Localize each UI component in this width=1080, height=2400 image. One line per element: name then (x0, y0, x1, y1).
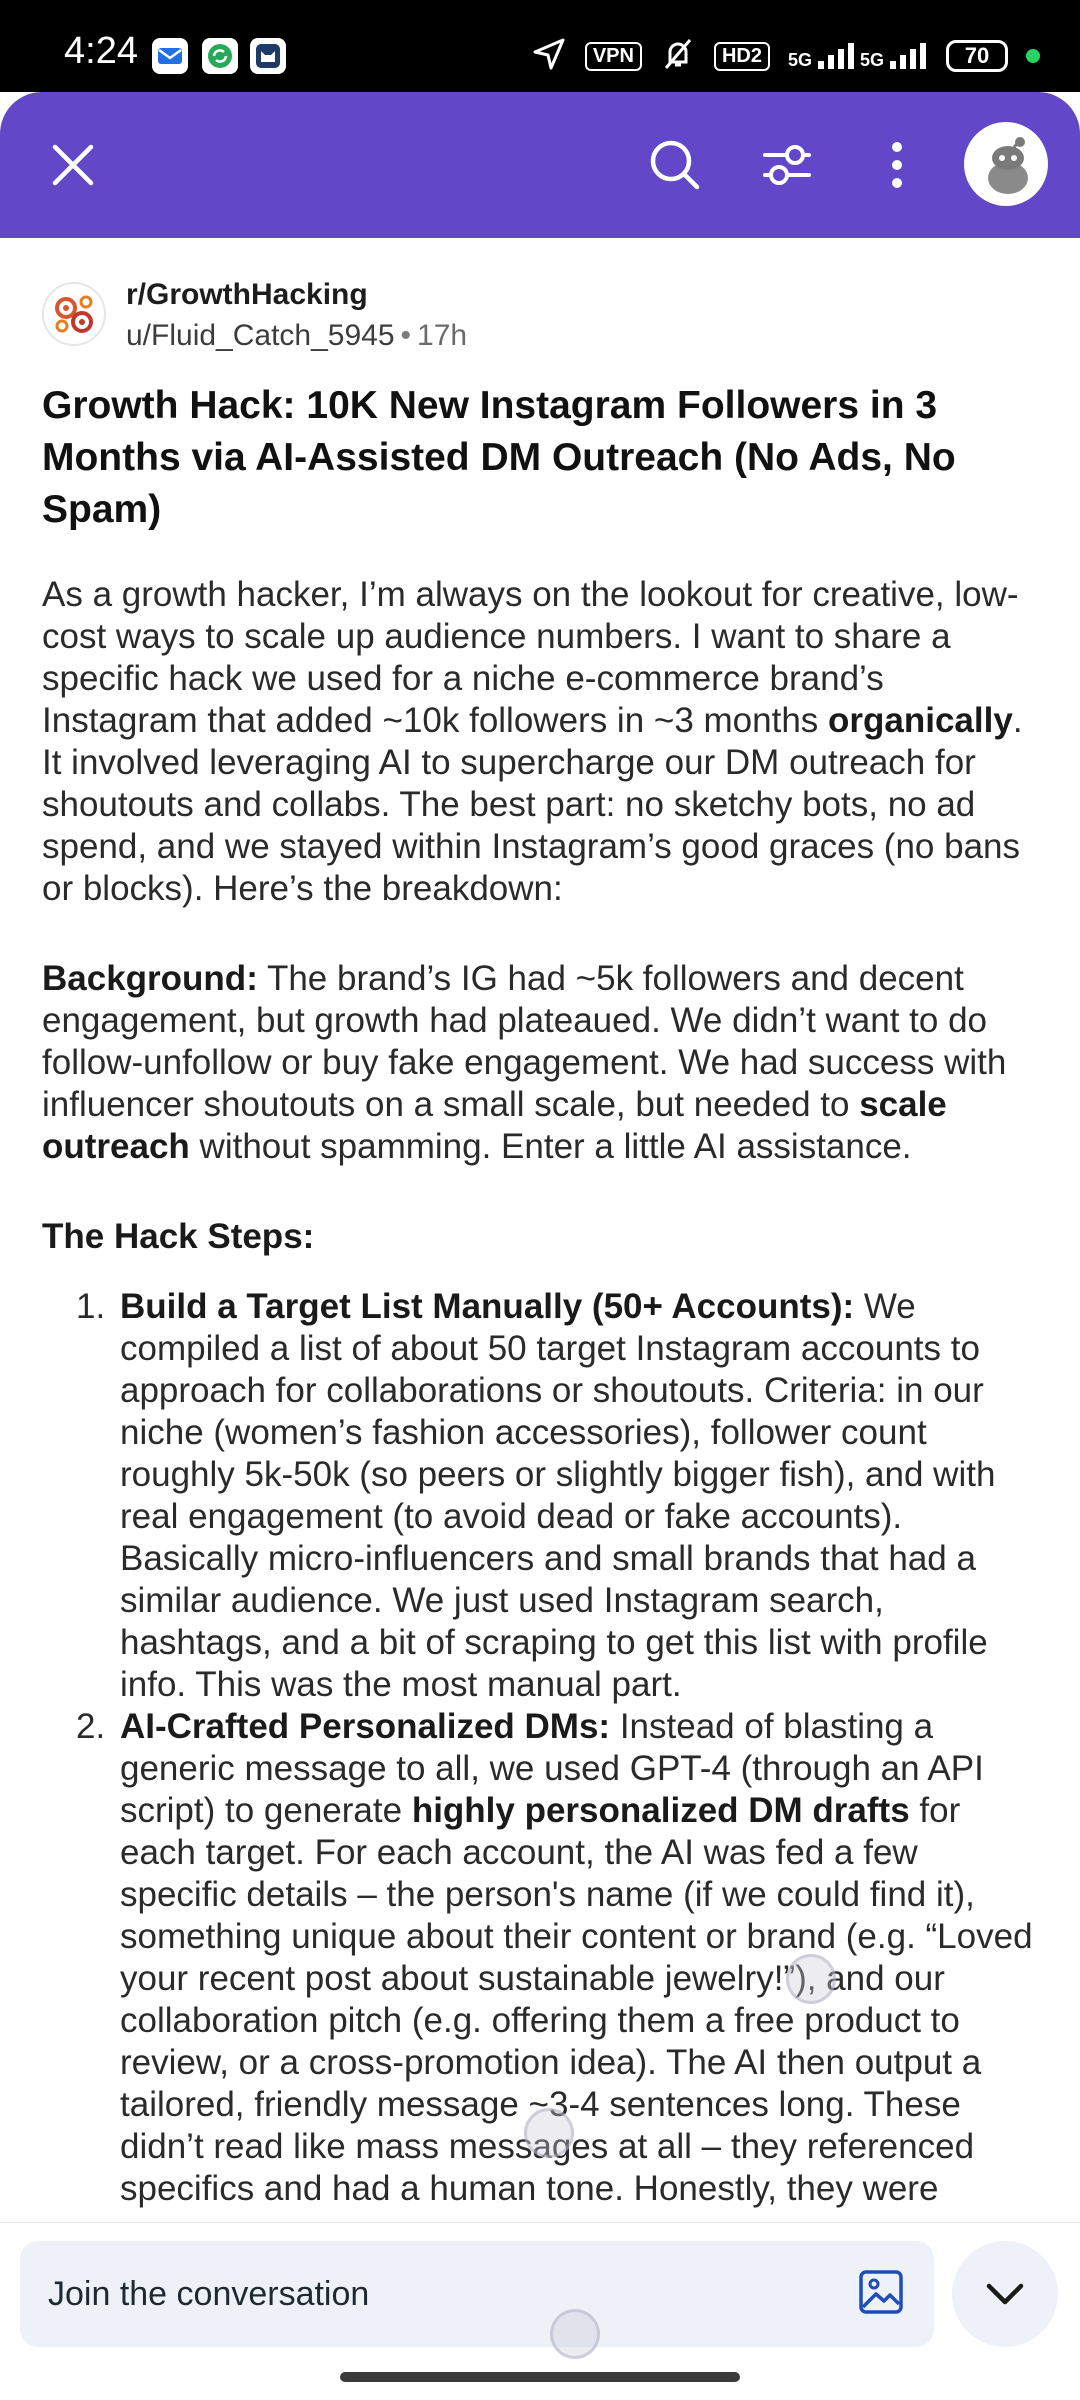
step-text-1: Instead of blasting a generic message to all, we used GPT-4 (through an API script) to generate (120, 1707, 984, 1830)
status-icons (531, 36, 1040, 76)
vpn-badge: VPN (585, 42, 642, 71)
chevron-down-icon (983, 2272, 1027, 2316)
post-age: 17h (417, 319, 468, 352)
search-button[interactable] (636, 126, 714, 204)
close-icon (49, 141, 97, 189)
post-title: Growth Hack: 10K New Instagram Followers in 3 Months via AI-Assisted DM Outreach (No Ads, No Spam) (42, 384, 956, 531)
background-text-2: without spamming. Enter a little AI assistance. (189, 1127, 912, 1166)
net-label-2: 5G (859, 50, 884, 70)
filter-button[interactable] (748, 126, 826, 204)
touch-indicator (524, 2108, 574, 2158)
location-icon (531, 36, 567, 77)
app-bar (0, 92, 1080, 238)
steps-list (76, 1286, 1042, 2210)
image-icon (858, 2269, 904, 2315)
touch-indicator (786, 1954, 836, 2004)
add-image-button[interactable] (856, 2267, 906, 2317)
intro-text-1: As a growth hacker, I’m always on the lookout for creative, low-cost ways to scale up audience numbers. I want to share a specific hack we used for a niche e-commerce brand’s Instagram that added ~10k followers in ~3 months (42, 575, 1019, 740)
background-text-1: The brand’s IG had ~5k followers and decent engagement, but growth had plateaued. We didn’t want to do follow-unfollow or buy fake engagement. We had success with influencer shoutouts on a small scale, but needed to (42, 959, 1007, 1124)
signal-icon (788, 41, 928, 71)
author-name[interactable]: u/Fluid_Catch_5945 (126, 319, 395, 352)
author-line (126, 319, 467, 353)
list-item (76, 1706, 1042, 2210)
search-icon (647, 137, 703, 193)
status-bar (0, 0, 1080, 92)
background-paragraph (42, 958, 1042, 1168)
more-icon (887, 137, 907, 193)
subreddit-icon[interactable] (42, 282, 106, 346)
intro-paragraph (42, 574, 1042, 910)
step-text-1: We compiled a list of about 50 target Instagram accounts to approach for collaborations or shoutouts. Criteria: in our niche (women’s fashion accessories), follower count roughly 5k-50k (so peers or slightly bigger fish), and with real engagement (to avoid dead or fake accounts). Basically micro-influencers and small brands that had a similar audience. We just used Instagram search, hashtags, and a bit of scraping to get this list with profile info. This was the most manual part. (120, 1287, 996, 1704)
background-bold-text: scale outreach (42, 1085, 947, 1166)
step-number: 1. (76, 1287, 106, 1326)
status-time: 4:24 (64, 30, 138, 72)
battery-indicator: 70 (946, 40, 1008, 72)
hd-badge: HD2 (714, 42, 770, 71)
profile-avatar-button[interactable] (964, 122, 1048, 206)
more-options-button[interactable] (858, 126, 936, 204)
mail-app-icon (152, 38, 188, 74)
sync-app-icon (202, 38, 238, 74)
intro-text-2: . It involved leveraging AI to supercharge our DM outreach for shoutouts and collabs. The best part: no sketchy bots, no ad spend, and we stayed within Instagram’s good graces (no bans or blocks). Here’s the breakdown: (42, 701, 1023, 908)
filter-icon (759, 137, 815, 193)
background-label: Background: (42, 959, 258, 998)
avatar-icon (970, 128, 1042, 200)
post-header (42, 238, 1042, 362)
subreddit-name[interactable]: r/GrowthHacking (126, 278, 368, 311)
intro-bold-text: organically (828, 701, 1013, 740)
gears-icon (48, 288, 100, 340)
post-body (42, 574, 1042, 2210)
post-content (42, 238, 1042, 2210)
step-number: 2. (76, 1707, 106, 1746)
collapse-button[interactable] (952, 2241, 1058, 2347)
meta-separator: • (400, 319, 412, 352)
net-label-1: 5G (787, 50, 812, 70)
step-label: AI-Crafted Personalized DMs: (120, 1707, 611, 1746)
step-bold-text: highly personalized DM drafts (411, 1791, 910, 1830)
mute-icon (660, 36, 696, 77)
privacy-dot (1026, 49, 1040, 63)
step-label: Build a Target List Manually (50+ Accounts): (120, 1287, 855, 1326)
steps-heading: The Hack Steps: (42, 1217, 315, 1256)
step-text-2: for each target. For each account, the AI was fed a few specific details – the person's name (if we could find it), something unique about their content or brand (e.g. “Loved your recent post about sustainable jewelry!”), and our collaboration pitch (e.g. offering them a free product to review, or a cross-promotion idea). The AI then output a tailored, friendly message ~3-4 sentences long. These didn’t read like mass messages at all – they referenced specifics and had a human tone. Honestly, they were (120, 1791, 1033, 2208)
home-indicator[interactable] (340, 2372, 740, 2382)
close-button[interactable] (34, 126, 112, 204)
cat-app-icon (250, 38, 286, 74)
composer-placeholder: Join the conversation (48, 2275, 370, 2313)
list-item (76, 1286, 1042, 1706)
touch-indicator (550, 2309, 600, 2359)
join-conversation-input[interactable] (20, 2241, 934, 2347)
